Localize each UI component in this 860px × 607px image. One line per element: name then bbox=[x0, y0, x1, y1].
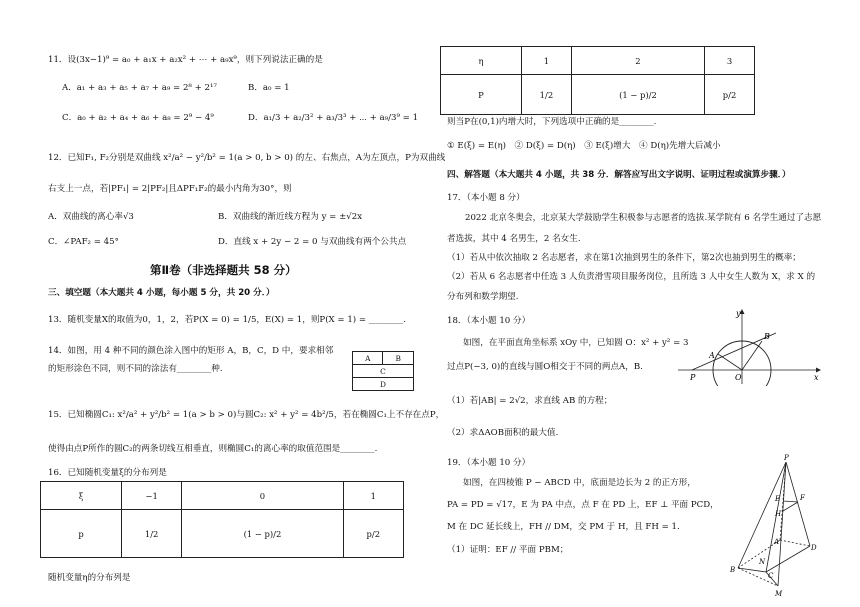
pyramid-diagram bbox=[722, 454, 822, 602]
q18-paragraph-line1: 如图，在平面直角坐标系 xOy 中，已知圆 O：x² + y² = 3 bbox=[463, 338, 689, 348]
label-o: O bbox=[735, 373, 742, 382]
section-answer-title: 四、解答题（本大题共 4 小题，共 38 分．解答应写出文字说明、证明过程或演算步骤．） bbox=[447, 170, 791, 180]
eta-p-header: P bbox=[441, 75, 522, 115]
eta-prob: (1 − p)/2 bbox=[571, 75, 704, 115]
label-e: E bbox=[775, 495, 781, 503]
rect-cell-c: C bbox=[353, 365, 414, 378]
segment-fh bbox=[783, 502, 798, 511]
xi-prob: 1/2 bbox=[122, 510, 182, 558]
q12-stem-line1: 12．已知F₁, F₂分别是双曲线 x²/a² − y²/b² = 1(a > 0, b > 0) 的左、右焦点，A为左顶点，P为双曲线 bbox=[48, 153, 446, 163]
label-b: B bbox=[730, 566, 736, 574]
label-h: H bbox=[775, 510, 782, 518]
xi-prob: (1 − p)/2 bbox=[182, 510, 343, 558]
rect-cell-a: A bbox=[353, 352, 383, 365]
q14-line2: 的矩形涂色不同，则不同的涂法有________种. bbox=[48, 364, 223, 374]
q16-options: ① E(ξ) = E(η) ② D(ξ) = D(η) ③ E(ξ)增大 ④ D(η)先增大后减小 bbox=[447, 141, 721, 151]
xi-value: 1 bbox=[343, 482, 403, 510]
q11-stem: 11．设(3x−1)⁹ = a₀ + a₁x + a₂x² + ⋯ + a₉x⁹，则下列说法正确的是 bbox=[48, 55, 323, 65]
q11-option-c: C．a₀ + a₂ + a₄ + a₆ + a₈ = 2⁹ − 4⁹ bbox=[62, 113, 214, 123]
section-fill-blank-title: 三、填空题（本大题共 4 小题，每小题 5 分，共 20 分．） bbox=[48, 288, 275, 298]
eta-prob: p/2 bbox=[705, 75, 755, 115]
q17-subquestion-2b: 分布列和数学期望. bbox=[447, 292, 519, 302]
edge-pd bbox=[786, 462, 810, 546]
x-axis-arrow-icon bbox=[816, 368, 821, 373]
q12-option-d: D．直线 x + 2y − 2 = 0 与双曲线有两个公共点 bbox=[218, 237, 407, 247]
q19-paragraph-line2: PA = PD = √17，E 为 PA 中点，点 F 在 PD 上，EF ⊥ 平面 PCD， bbox=[447, 500, 719, 510]
q15-line1: 15．已知椭圆C₁: x²/a² + y²/b² = 1(a > b > 0)与圆C₂: x² + y² = 4b²/5，若在椭圆C₁上不存在点P， bbox=[48, 410, 445, 420]
segment-ob bbox=[742, 341, 762, 370]
part-two-title: 第Ⅱ卷（非选择题共 58 分） bbox=[150, 263, 297, 277]
label-a: A bbox=[709, 351, 715, 360]
eta-value: 2 bbox=[571, 47, 704, 75]
segment-oa bbox=[718, 354, 742, 370]
q12-stem-line2: 右支上一点，若|PF₁| = 2|PF₂|且ΔPF₁F₂的最小内角为30°，则 bbox=[48, 184, 292, 194]
label-m: M bbox=[775, 590, 783, 598]
eta-value: 1 bbox=[522, 47, 572, 75]
rect-cell-d: D bbox=[353, 378, 414, 391]
q12-option-a: A．双曲线的离心率√3 bbox=[48, 212, 134, 222]
q17-paragraph-line1: 2022 北京冬奥会，北京某大学鼓励学生积极参与志愿者的选拔.某学院有 6 名学生通过了志愿 bbox=[465, 213, 822, 223]
label-p: P bbox=[690, 373, 696, 382]
q12-option-c: C．∠PAF₂ = 45° bbox=[48, 237, 119, 247]
rect-cell-b: B bbox=[383, 352, 414, 365]
label-a: A bbox=[774, 538, 780, 546]
q11-option-a: A．a₁ + a₃ + a₅ + a₇ + a₉ = 2⁸ + 2¹⁷ bbox=[62, 83, 217, 93]
q14-rectangle-figure bbox=[352, 351, 414, 391]
q15-line2: 使得由点P所作的圆C₂的两条切线互相垂直，则椭圆C₁的离心率的取值范围是________. bbox=[48, 444, 378, 454]
label-x: x bbox=[814, 373, 819, 382]
q17-subquestion-1: （1）若从中依次抽取 2 名志愿者，求在第1次抽到男生的条件下，第2次也抽到男生的概率； bbox=[447, 253, 801, 263]
q12-option-b: B．双曲线的渐近线方程为 y = ±√2x bbox=[218, 212, 363, 222]
eta-value: 3 bbox=[705, 47, 755, 75]
label-c: C bbox=[768, 572, 774, 580]
q19-heading: 19．（本小题 10 分） bbox=[447, 458, 531, 468]
segment-ef bbox=[783, 501, 798, 502]
eta-prob: 1/2 bbox=[522, 75, 572, 115]
edge-cd bbox=[766, 546, 810, 572]
q17-heading: 17．（本小题 8 分） bbox=[447, 193, 525, 203]
q11-option-d: D．a₁/3 + a₂/3² + a₃/3³ + ⋯ + a₉/3⁹ = 1 bbox=[248, 113, 419, 123]
q16-stem: 16．已知随机变量ξ的分布列是 bbox=[48, 468, 167, 478]
q14-line1: 14．如图，用 4 种不同的颜色涂入图中的矩形 A，B，C，D 中，要求相邻 bbox=[48, 346, 334, 356]
eta-header: η bbox=[441, 47, 522, 75]
xi-prob: p/2 bbox=[343, 510, 403, 558]
label-b: B bbox=[764, 332, 770, 341]
q18-subquestion-2: （2）求ΔAOB面积的最大值. bbox=[447, 428, 559, 438]
eta-distribution-table bbox=[440, 46, 755, 115]
q19-subquestion-1: （1）证明：EF // 平面 PBM； bbox=[447, 545, 569, 555]
circle-line-diagram bbox=[676, 306, 822, 386]
xi-distribution-table bbox=[40, 481, 404, 558]
label-f: F bbox=[800, 494, 805, 502]
q18-subquestion-1: （1）若|AB| = 2√2，求直线 AB 的方程； bbox=[447, 396, 613, 406]
q17-paragraph-line2: 者选拔，其中 4 名男生，2 名女生. bbox=[447, 234, 581, 244]
xi-value: 0 bbox=[182, 482, 343, 510]
xi-p-header: p bbox=[41, 510, 122, 558]
q18-heading: 18．（本小题 10 分） bbox=[447, 316, 531, 326]
xi-header: ξ bbox=[41, 482, 122, 510]
q16-condition: 则当P在(0,1)内增大时，下列选项中正确的是________. bbox=[447, 117, 657, 127]
label-p: P bbox=[784, 454, 789, 462]
q19-paragraph-line3: M 在 DC 延长线上，FH // DM，交 PM 于 H，且 FH = 1. bbox=[447, 522, 680, 532]
q18-paragraph-line2: 过点P(−3, 0)的直线与圆O相交于不同的两点A，B. bbox=[447, 362, 643, 372]
q11-option-b: B．a₀ = 1 bbox=[248, 83, 290, 93]
label-d: D bbox=[811, 544, 817, 552]
label-n: N bbox=[759, 558, 766, 566]
q17-subquestion-2a: （2）若从 6 名志愿者中任选 3 人负责滑雪项目服务岗位，且所选 3 人中女生人数为 X，求 X 的 bbox=[447, 272, 816, 282]
edge-ad bbox=[780, 540, 810, 546]
label-y: y bbox=[736, 309, 741, 318]
xi-value: −1 bbox=[122, 482, 182, 510]
q13-text: 13．随机变量X的取值为0，1，2，若P(X = 0) = 1/5，E(X) = 1，则P(X = 1) = ________. bbox=[48, 315, 406, 325]
edge-pm bbox=[778, 462, 786, 586]
q16-eta-intro: 随机变量η的分布列是 bbox=[48, 573, 131, 583]
q19-paragraph-line1: 如图，在四棱锥 P − ABCD 中，底面是边长为 2 的正方形， bbox=[463, 478, 696, 488]
